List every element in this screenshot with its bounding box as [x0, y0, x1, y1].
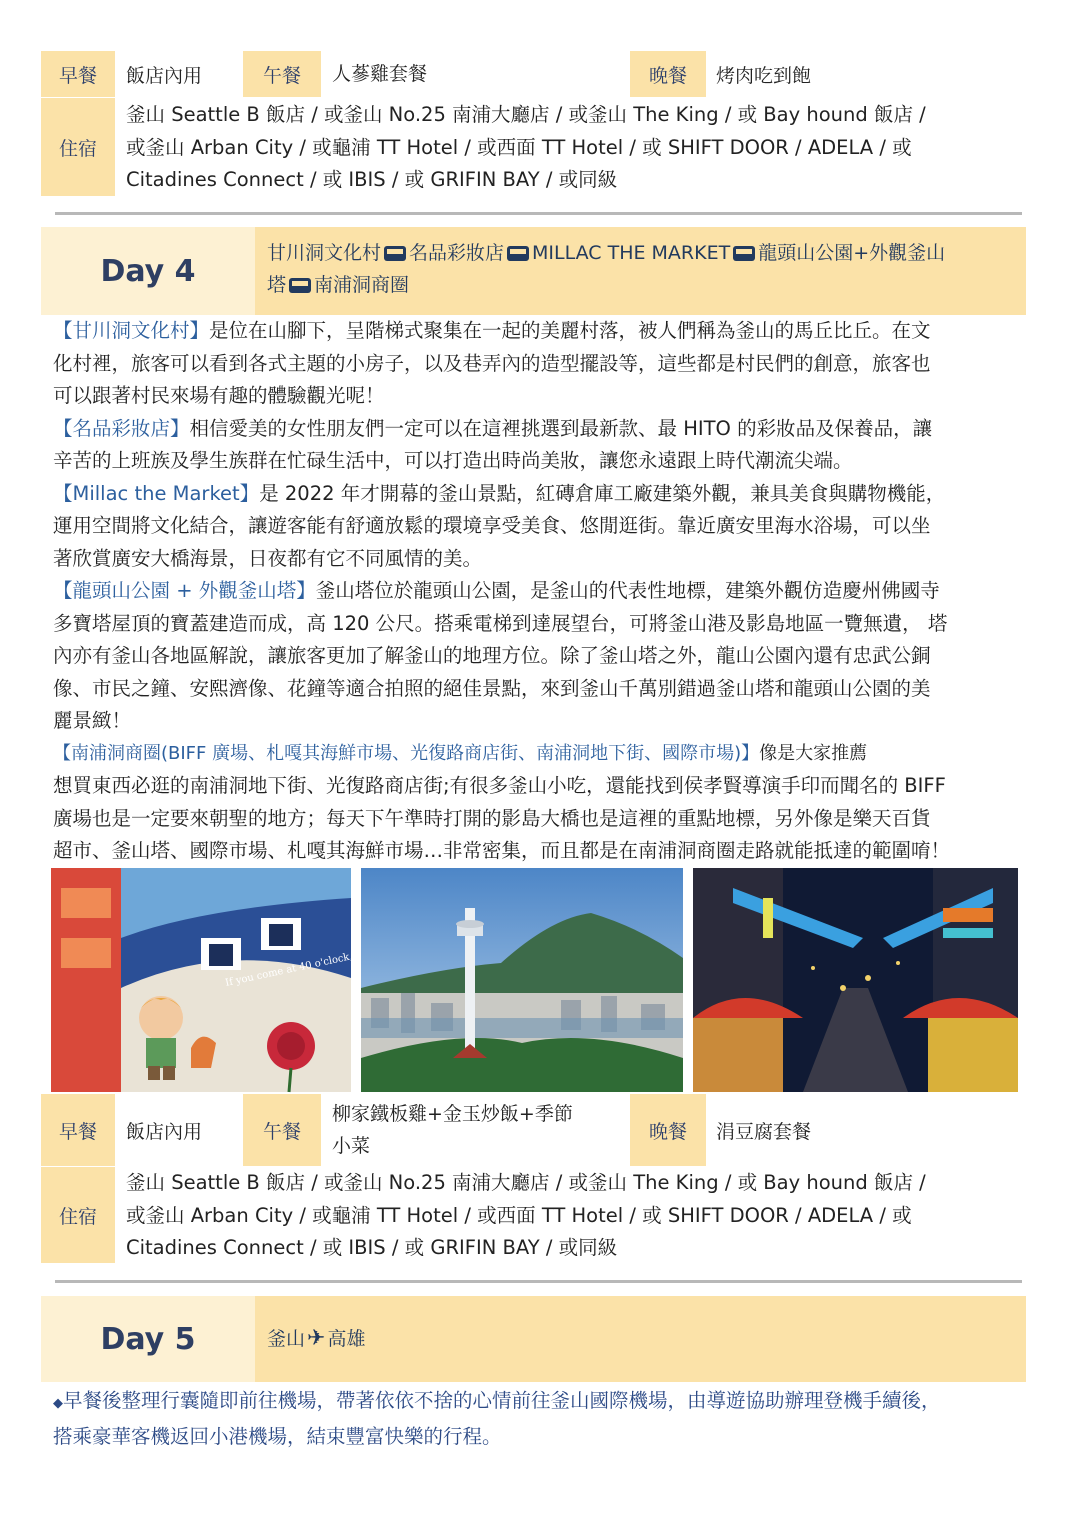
day5-label: Day 5 [41, 1296, 255, 1382]
lodging-line: 釜山 Seattle B 飯店 / 或釜山 No.25 南浦大廳店 / 或釜山 The King / 或 Bay hound 飯店 / [126, 103, 926, 126]
mural-text: If you come at 40 o'clock, I [224, 949, 361, 989]
lunch-value [332, 1095, 573, 1165]
bus-icon [289, 278, 311, 293]
day5-route [255, 1296, 1026, 1382]
bus-icon [384, 246, 406, 261]
paragraph-title: 【Millac the Market】 [53, 481, 260, 505]
route-to: 高雄 [327, 1328, 366, 1350]
divider [55, 212, 1022, 215]
paragraph-line: 廣場也是一定要來朝聖的地方；每天下午準時打開的影島大橋也是這裡的重點地標，另外像是樂天百貨 [53, 806, 931, 830]
desc-paragraph [53, 738, 1043, 868]
lunch-value: 人蔘雞套餐 [332, 62, 428, 85]
route-stop: 南浦洞商圈 [314, 274, 410, 296]
paragraph-line: 辛苦的上班族及學生族群在忙碌生活中，可以打造出時尚美妝，讓您永遠跟上時代潮流尖端。 [53, 449, 853, 472]
photo-nampo-night [693, 868, 1018, 1092]
breakfast-label: 早餐 [41, 51, 115, 97]
route-stop: 塔 [267, 274, 287, 296]
description-line: 早餐後整理行囊隨即前往機場，帶著依依不捨的心情前往釜山國際機場，由導遊協助辦理登機手續後， [63, 1389, 941, 1412]
lunch-label: 午餐 [243, 51, 321, 97]
lunch-line: 柳家鐵板雞+金玉炒飯+季節 [332, 1103, 573, 1125]
paragraph-line: 麗景緻！ [53, 709, 132, 732]
dinner-value: 烤肉吃到飽 [716, 64, 812, 87]
paragraph-line: 內亦有釜山各地區解說，讓旅客更加了解釜山的地理方位。除了釜山塔之外，龍山公園內還有忠武公銅 [53, 644, 931, 667]
paragraph-title: 【龍頭山公園 + 外觀釜山塔】 [53, 579, 316, 602]
paragraph-line: 著欣賞廣安大橋海景，日夜都有它不同風情的美。 [53, 546, 483, 570]
lodging-line: Citadines Connect / 或 IBIS / 或 GRIFIN BAY / 或同級 [126, 1236, 618, 1259]
paragraph-line: 超市、釜山塔、國際市場、札嘎其海鮮市場…非常密集，而且都是在南浦洞商圈走路就能抵達的範圍唷！ [53, 839, 951, 862]
lodging-label: 住宿 [41, 1167, 115, 1263]
paragraph-line: 想買東西必逛的南浦洞地下街、光復路商店街;有很多釜山小吃，還能找到侯孝賢導演手印而聞名的 BIFF [53, 774, 946, 797]
dinner-value: 涓豆腐套餐 [716, 1120, 812, 1143]
paragraph-title: 【南浦洞商圈(BIFF 廣場、札嘎其海鮮市場、光復路商店街、南浦洞地下街、國際市場)】 [53, 742, 760, 764]
lodging-list [126, 1167, 1026, 1265]
route-stop: MILLAC THE MARKET [532, 242, 731, 264]
lodging-line: Citadines Connect / 或 IBIS / 或 GRIFIN BAY / 或同級 [126, 168, 618, 191]
day4-label: Day 4 [41, 227, 255, 315]
route-stop: 甘川洞文化村 [267, 242, 382, 264]
dinner-label: 晚餐 [630, 1094, 706, 1166]
desc-paragraph [53, 315, 1043, 413]
divider [55, 1280, 1022, 1283]
paragraph-line: 多寶塔屋頂的寶蓋建造而成，高 120 公尺。搭乘電梯到達展望台，可將釜山港及影島地區一覽無遺， 塔 [53, 611, 948, 635]
bus-icon [507, 246, 529, 261]
paragraph-title: 【名品彩妝店】 [53, 416, 190, 440]
lodging-label: 住宿 [41, 98, 115, 196]
lunch-line: 小菜 [332, 1135, 371, 1157]
paragraph-line: 可以跟著村民來場有趣的體驗觀光呢！ [53, 384, 385, 407]
dinner-label: 晚餐 [630, 51, 706, 97]
photo-busan-tower [361, 868, 683, 1092]
paragraph-line: 化村裡，旅客可以看到各式主題的小房子，以及巷弄內的造型擺設等，這些都是村民們的創意，旅客也 [53, 351, 931, 375]
route-stop: 龍頭山公園+外觀釜山 [758, 242, 946, 264]
description-line: 搭乘豪華客機返回小港機場，結束豐富快樂的行程。 [53, 1425, 502, 1448]
lodging-line: 或釜山 Arban City / 或龜浦 TT Hotel / 或西面 TT Hotel / 或 SHIFT DOOR / ADELA / 或 [126, 1203, 912, 1227]
photo-gamcheon-mural [51, 868, 361, 1092]
paragraph-line: 像、市民之鐘、安熙濟像、花鐘等適合拍照的絕佳景點，來到釜山千萬別錯過釜山塔和龍頭山公園的美 [53, 676, 931, 700]
paragraph-line: 釜山塔位於龍頭山公園，是釜山的代表性地標，建築外觀仿造慶州佛國寺 [315, 579, 940, 602]
breakfast-value: 飯店內用 [126, 64, 203, 87]
lodging-line: 或釜山 Arban City / 或龜浦 TT Hotel / 或西面 TT Hotel / 或 SHIFT DOOR / ADELA / 或 [126, 135, 912, 159]
desc-paragraph [53, 413, 1043, 478]
bullet-icon: ◆ [53, 1396, 63, 1411]
desc-paragraph [53, 575, 1043, 738]
breakfast-label: 早餐 [41, 1094, 115, 1166]
breakfast-value: 飯店內用 [126, 1120, 203, 1143]
day4-description [53, 315, 1043, 868]
paragraph-line: 像是大家推薦 [759, 742, 868, 764]
lodging-line: 釜山 Seattle B 飯店 / 或釜山 No.25 南浦大廳店 / 或釜山 The King / 或 Bay hound 飯店 / [126, 1171, 926, 1194]
day5-description [53, 1384, 1043, 1453]
paragraph-title: 【甘川洞文化村】 [53, 319, 210, 342]
paragraph-line: 相信愛美的女性朋友們一定可以在這裡挑選到最新款、最 HITO 的彩妝品及保養品，讓 [189, 416, 933, 440]
paragraph-line: 是位在山腳下，呈階梯式聚集在一起的美麗村落，被人們稱為釜山的馬丘比丘。在文 [209, 319, 931, 342]
bus-icon [733, 246, 755, 261]
route-stop: 名品彩妝店 [409, 242, 505, 264]
route-from: 釜山 [267, 1328, 306, 1350]
day4-route [255, 227, 1026, 315]
lodging-list [126, 99, 1026, 197]
desc-paragraph [53, 478, 1043, 576]
lunch-label: 午餐 [243, 1094, 321, 1166]
paragraph-line: 運用空間將文化結合，讓遊客能有舒適放鬆的環境享受美食、悠閒逛街。靠近廣安里海水浴場，可以坐 [53, 514, 931, 537]
airplane-icon: ✈ [307, 1326, 326, 1351]
paragraph-line: 是 2022 年才開幕的釜山景點，紅磚倉庫工廠建築外觀，兼具美食與購物機能， [259, 481, 946, 505]
